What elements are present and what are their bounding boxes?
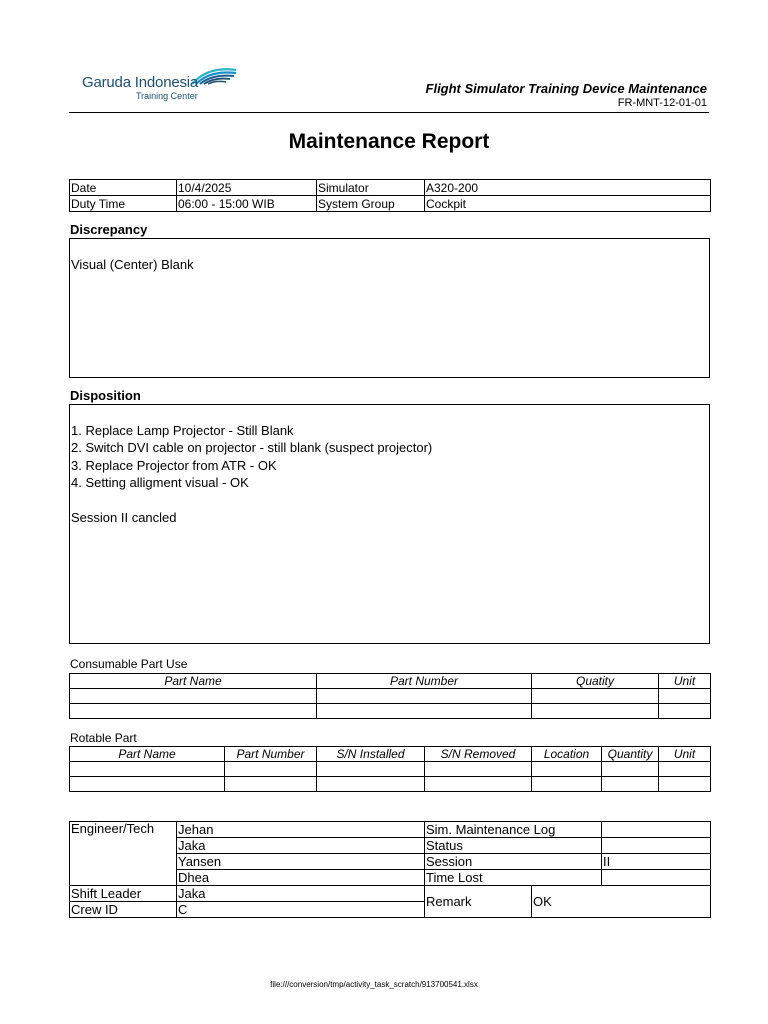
col-sn-installed: S/N Installed: [317, 747, 425, 762]
session-label: Session: [425, 854, 602, 870]
col-part-number: Part Number: [317, 674, 532, 689]
system-group-label: System Group: [317, 196, 425, 212]
form-code: FR-MNT-12-01-01: [617, 97, 707, 109]
remark-label: Remark: [425, 886, 532, 918]
info-table: [69, 179, 711, 212]
duty-time-value: 06:00 - 15:00 WIB: [177, 196, 317, 212]
table-row: [70, 689, 711, 704]
table-row: [70, 704, 711, 719]
col-unit: Unit: [659, 747, 711, 762]
rotable-label: Rotable Part: [70, 731, 137, 745]
shift-leader-label: Shift Leader: [70, 886, 177, 902]
duty-time-label: Duty Time: [70, 196, 177, 212]
col-unit: Unit: [659, 674, 711, 689]
disposition-line: Session II cancled: [71, 510, 177, 526]
table-row: [70, 777, 711, 792]
engineer-tech-label: Engineer/Tech: [70, 822, 177, 886]
col-location: Location: [532, 747, 602, 762]
shift-leader-value: Jaka: [177, 886, 425, 902]
consumable-table: [69, 673, 711, 719]
col-part-number: Part Number: [225, 747, 317, 762]
simulator-value: A320-200: [425, 180, 711, 196]
engineer-name: Dhea: [177, 870, 425, 886]
sim-maintenance-log-value: [602, 822, 711, 838]
system-group-value: Cockpit: [425, 196, 711, 212]
disposition-line: [71, 492, 432, 509]
disposition-box: [69, 404, 710, 644]
logo-subtitle: Training Center: [136, 91, 198, 101]
consumable-label: Consumable Part Use: [70, 657, 188, 671]
col-part-name: Part Name: [70, 674, 317, 689]
col-sn-removed: S/N Removed: [425, 747, 532, 762]
col-quantity: Quatity: [532, 674, 659, 689]
disposition-line: 4. Setting alligment visual - OK: [71, 475, 249, 491]
disposition-line: 3. Replace Projector from ATR - OK: [71, 457, 277, 473]
engineer-name: Jaka: [177, 838, 425, 854]
footer-file-path: file:///conversion/tmp/activity_task_scratch/913700541.xlsx: [270, 980, 478, 989]
remark-value: OK: [532, 886, 711, 918]
discrepancy-box: [69, 238, 710, 378]
time-lost-value: [602, 870, 711, 886]
table-row: [70, 762, 711, 777]
disposition-line: 1. Replace Lamp Projector - Still Blank: [71, 423, 294, 438]
engineer-name: Jehan: [177, 822, 425, 838]
crew-id-label: Crew ID: [70, 902, 177, 918]
col-quantity: Quantity: [602, 747, 659, 762]
crew-id-value: C: [177, 902, 425, 918]
logo: [82, 62, 242, 104]
sim-maintenance-log-label: Sim. Maintenance Log: [425, 822, 602, 838]
engineer-name: Yansen: [177, 854, 425, 870]
date-label: Date: [70, 180, 177, 196]
crew-table: [69, 821, 711, 918]
discrepancy-text: Visual (Center) Blank: [71, 257, 194, 272]
logo-name: Garuda Indonesia: [82, 74, 199, 91]
status-value: [602, 838, 711, 854]
disposition-line: 2. Switch DVI cable on projector - still blank (suspect projector): [71, 440, 433, 456]
date-value: 10/4/2025: [177, 180, 317, 196]
page-title: Maintenance Report: [288, 130, 490, 153]
simulator-label: Simulator: [317, 180, 425, 196]
rotable-table: [69, 746, 711, 792]
time-lost-label: Time Lost: [425, 870, 602, 886]
col-part-name: Part Name: [70, 747, 225, 762]
form-title: Flight Simulator Training Device Maintenance: [425, 81, 707, 96]
session-value: II: [602, 854, 711, 870]
status-label: Status: [425, 838, 602, 854]
discrepancy-label: Discrepancy: [70, 222, 148, 237]
disposition-lines: [71, 422, 432, 526]
header-divider: [69, 112, 709, 113]
disposition-label: Disposition: [70, 388, 141, 403]
